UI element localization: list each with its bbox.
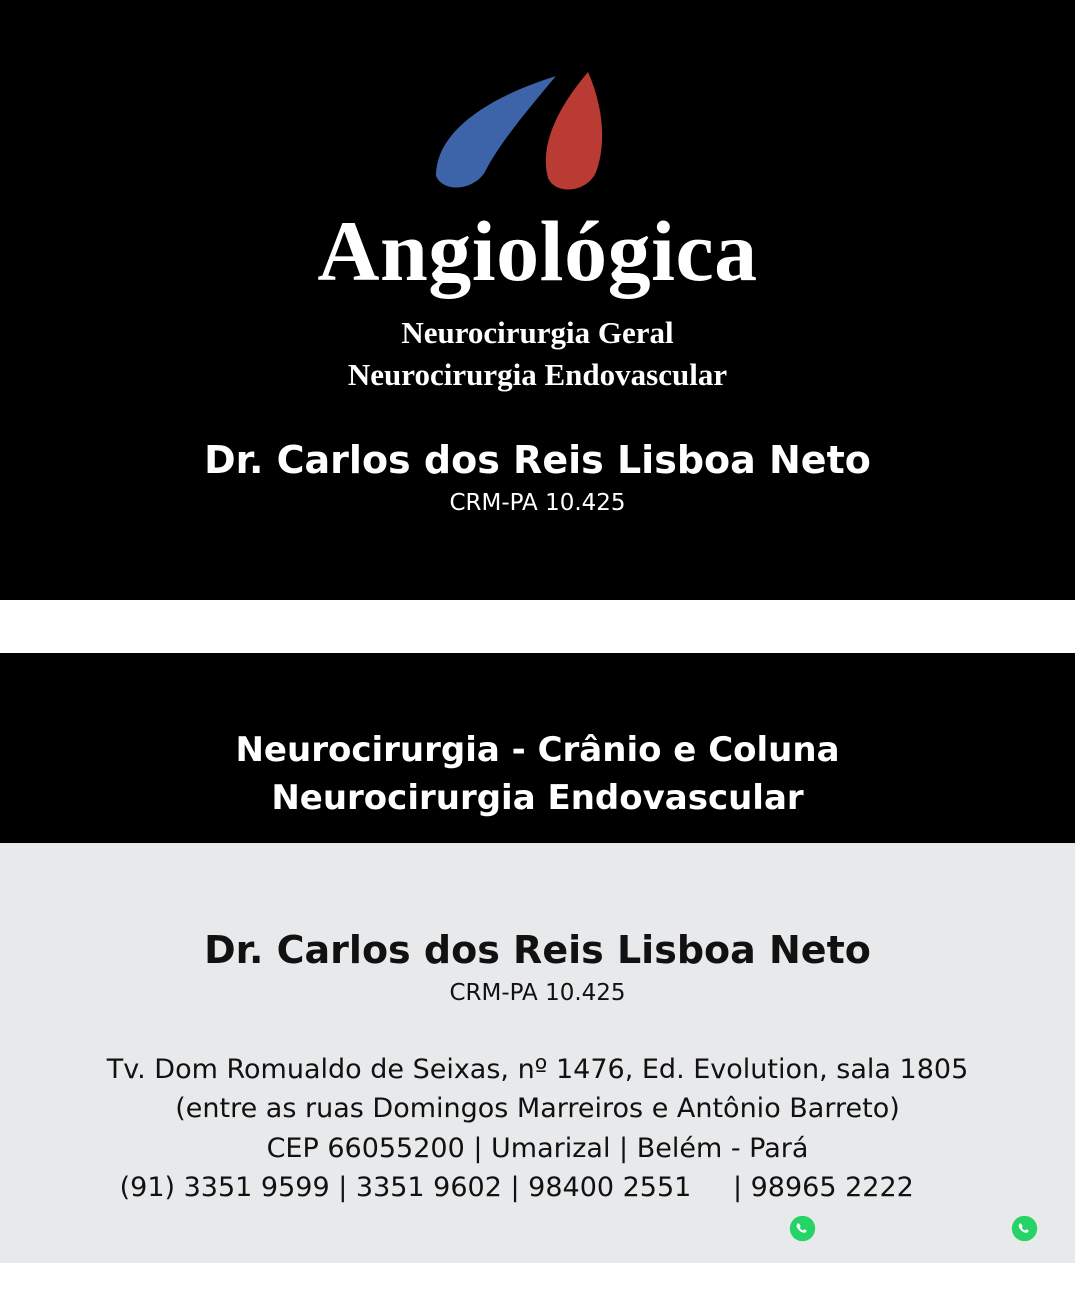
logo-mark [0,68,1075,198]
angiologica-droplet-logo [428,68,648,198]
brand-specialty-line-1: Neurocirurgia Geral [401,315,674,350]
whatsapp-icon[interactable] [703,1174,730,1201]
address-line-2: (entre as ruas Domingos Marreiros e Antônio Barreto) [175,1093,900,1125]
address-line-3: CEP 66055200 | Umarizal | Belém - Pará [266,1132,809,1164]
panel-separator [0,600,1075,653]
contact-panel [0,843,1075,1263]
top-panel [0,0,1075,600]
brand-name: Angiológica [317,203,758,299]
brand-specialty-line-2: Neurocirurgia Endovascular [347,356,728,392]
service-line-1: Neurocirurgia - Crânio e Coluna [235,730,840,770]
whatsapp-icon-2[interactable] [925,1174,952,1201]
crm-number-top: CRM-PA 10.425 [449,489,626,516]
crm-number-bottom: CRM-PA 10.425 [449,980,626,1006]
phone-line[interactable] [0,1168,1075,1207]
brand-specialty [0,312,1075,396]
services-lines [0,653,1075,823]
doctor-name-top: Dr. Carlos dos Reis Lisboa Neto [204,437,871,482]
phone-numbers-part-1[interactable]: (91) 3351 9599 | 3351 9602 | 98400 2551 [119,1172,700,1204]
address-line-1: Tv. Dom Romualdo de Seixas, nº 1476, Ed. Evolution, sala 1805 [106,1054,969,1085]
address-block [0,1050,1075,1208]
phone-numbers-part-2[interactable]: | 98965 2222 [732,1172,923,1204]
doctor-name-bottom: Dr. Carlos dos Reis Lisboa Neto [204,928,871,972]
service-line-2: Neurocirurgia Endovascular [271,778,804,819]
services-band [0,653,1075,843]
